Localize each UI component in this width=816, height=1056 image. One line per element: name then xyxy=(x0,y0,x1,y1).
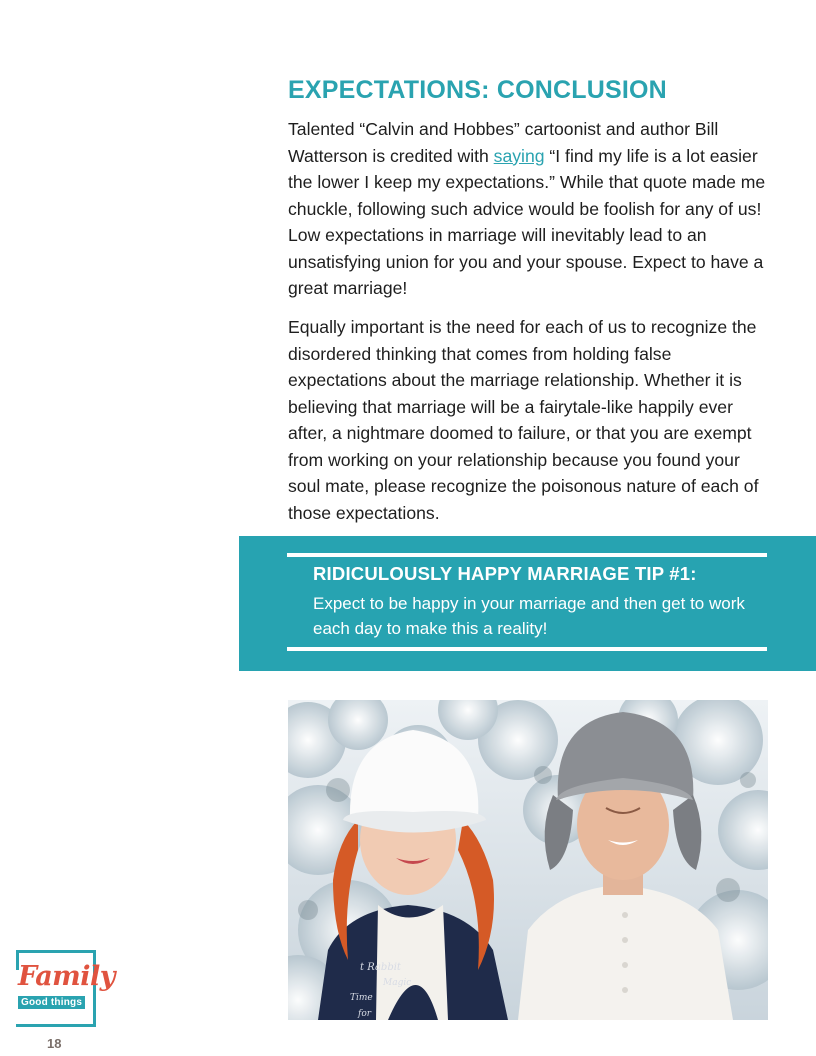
shirt-print-3: Time xyxy=(350,993,373,1003)
tip-title: RIDICULOUSLY HAPPY MARRIAGE TIP #1: xyxy=(313,563,697,584)
tip-rule-top xyxy=(287,553,767,557)
tip-text: Expect to be happy in your marriage and then get to work each day to make this a reality! xyxy=(313,594,745,638)
shirt-print-4: for xyxy=(358,1009,372,1019)
section-heading: EXPECTATIONS: CONCLUSION xyxy=(288,76,667,104)
paragraph-intro-start: Talented “Calvin and Hobbes” cartoonist and author Bill Watterson is credited with xyxy=(288,119,719,166)
saying-link[interactable]: saying xyxy=(493,145,545,166)
paragraph-intro xyxy=(288,116,768,302)
page-number: 18 xyxy=(47,1036,62,1051)
logo-tagline: Good things xyxy=(18,996,85,1009)
shirt-print-2: Magic xyxy=(383,978,412,988)
tip-callout xyxy=(239,536,816,671)
family-logo-text: Family xyxy=(18,961,115,992)
shirt-print-1: t Rabbit xyxy=(360,962,401,973)
couple-photo xyxy=(288,700,768,1020)
couple-photo-illustration xyxy=(288,700,768,1020)
paragraph-intro-end: “I find my life is a lot easier the lower I keep my expectations.” While that quote made me chuckle, following such advice would be foolish for any of us! Low expectations in marriage will inevitably lead to an unsatisfying union for you and your spouse. Expect to have a great marriage! xyxy=(288,145,766,298)
paragraph-expectations: Equally important is the need for each of us to recognize the disordered thinking that comes from holding false expectations about the marriage relationship. Whether it is believing that marriage will be a fairytale-like happily ever after, a nightmare doomed to failure, or that you are exempt from working on your relationship because you found your soul mate, please recognize the poisonous nature of each of those expectations. xyxy=(288,317,759,523)
tip-rule-bottom xyxy=(287,647,767,651)
